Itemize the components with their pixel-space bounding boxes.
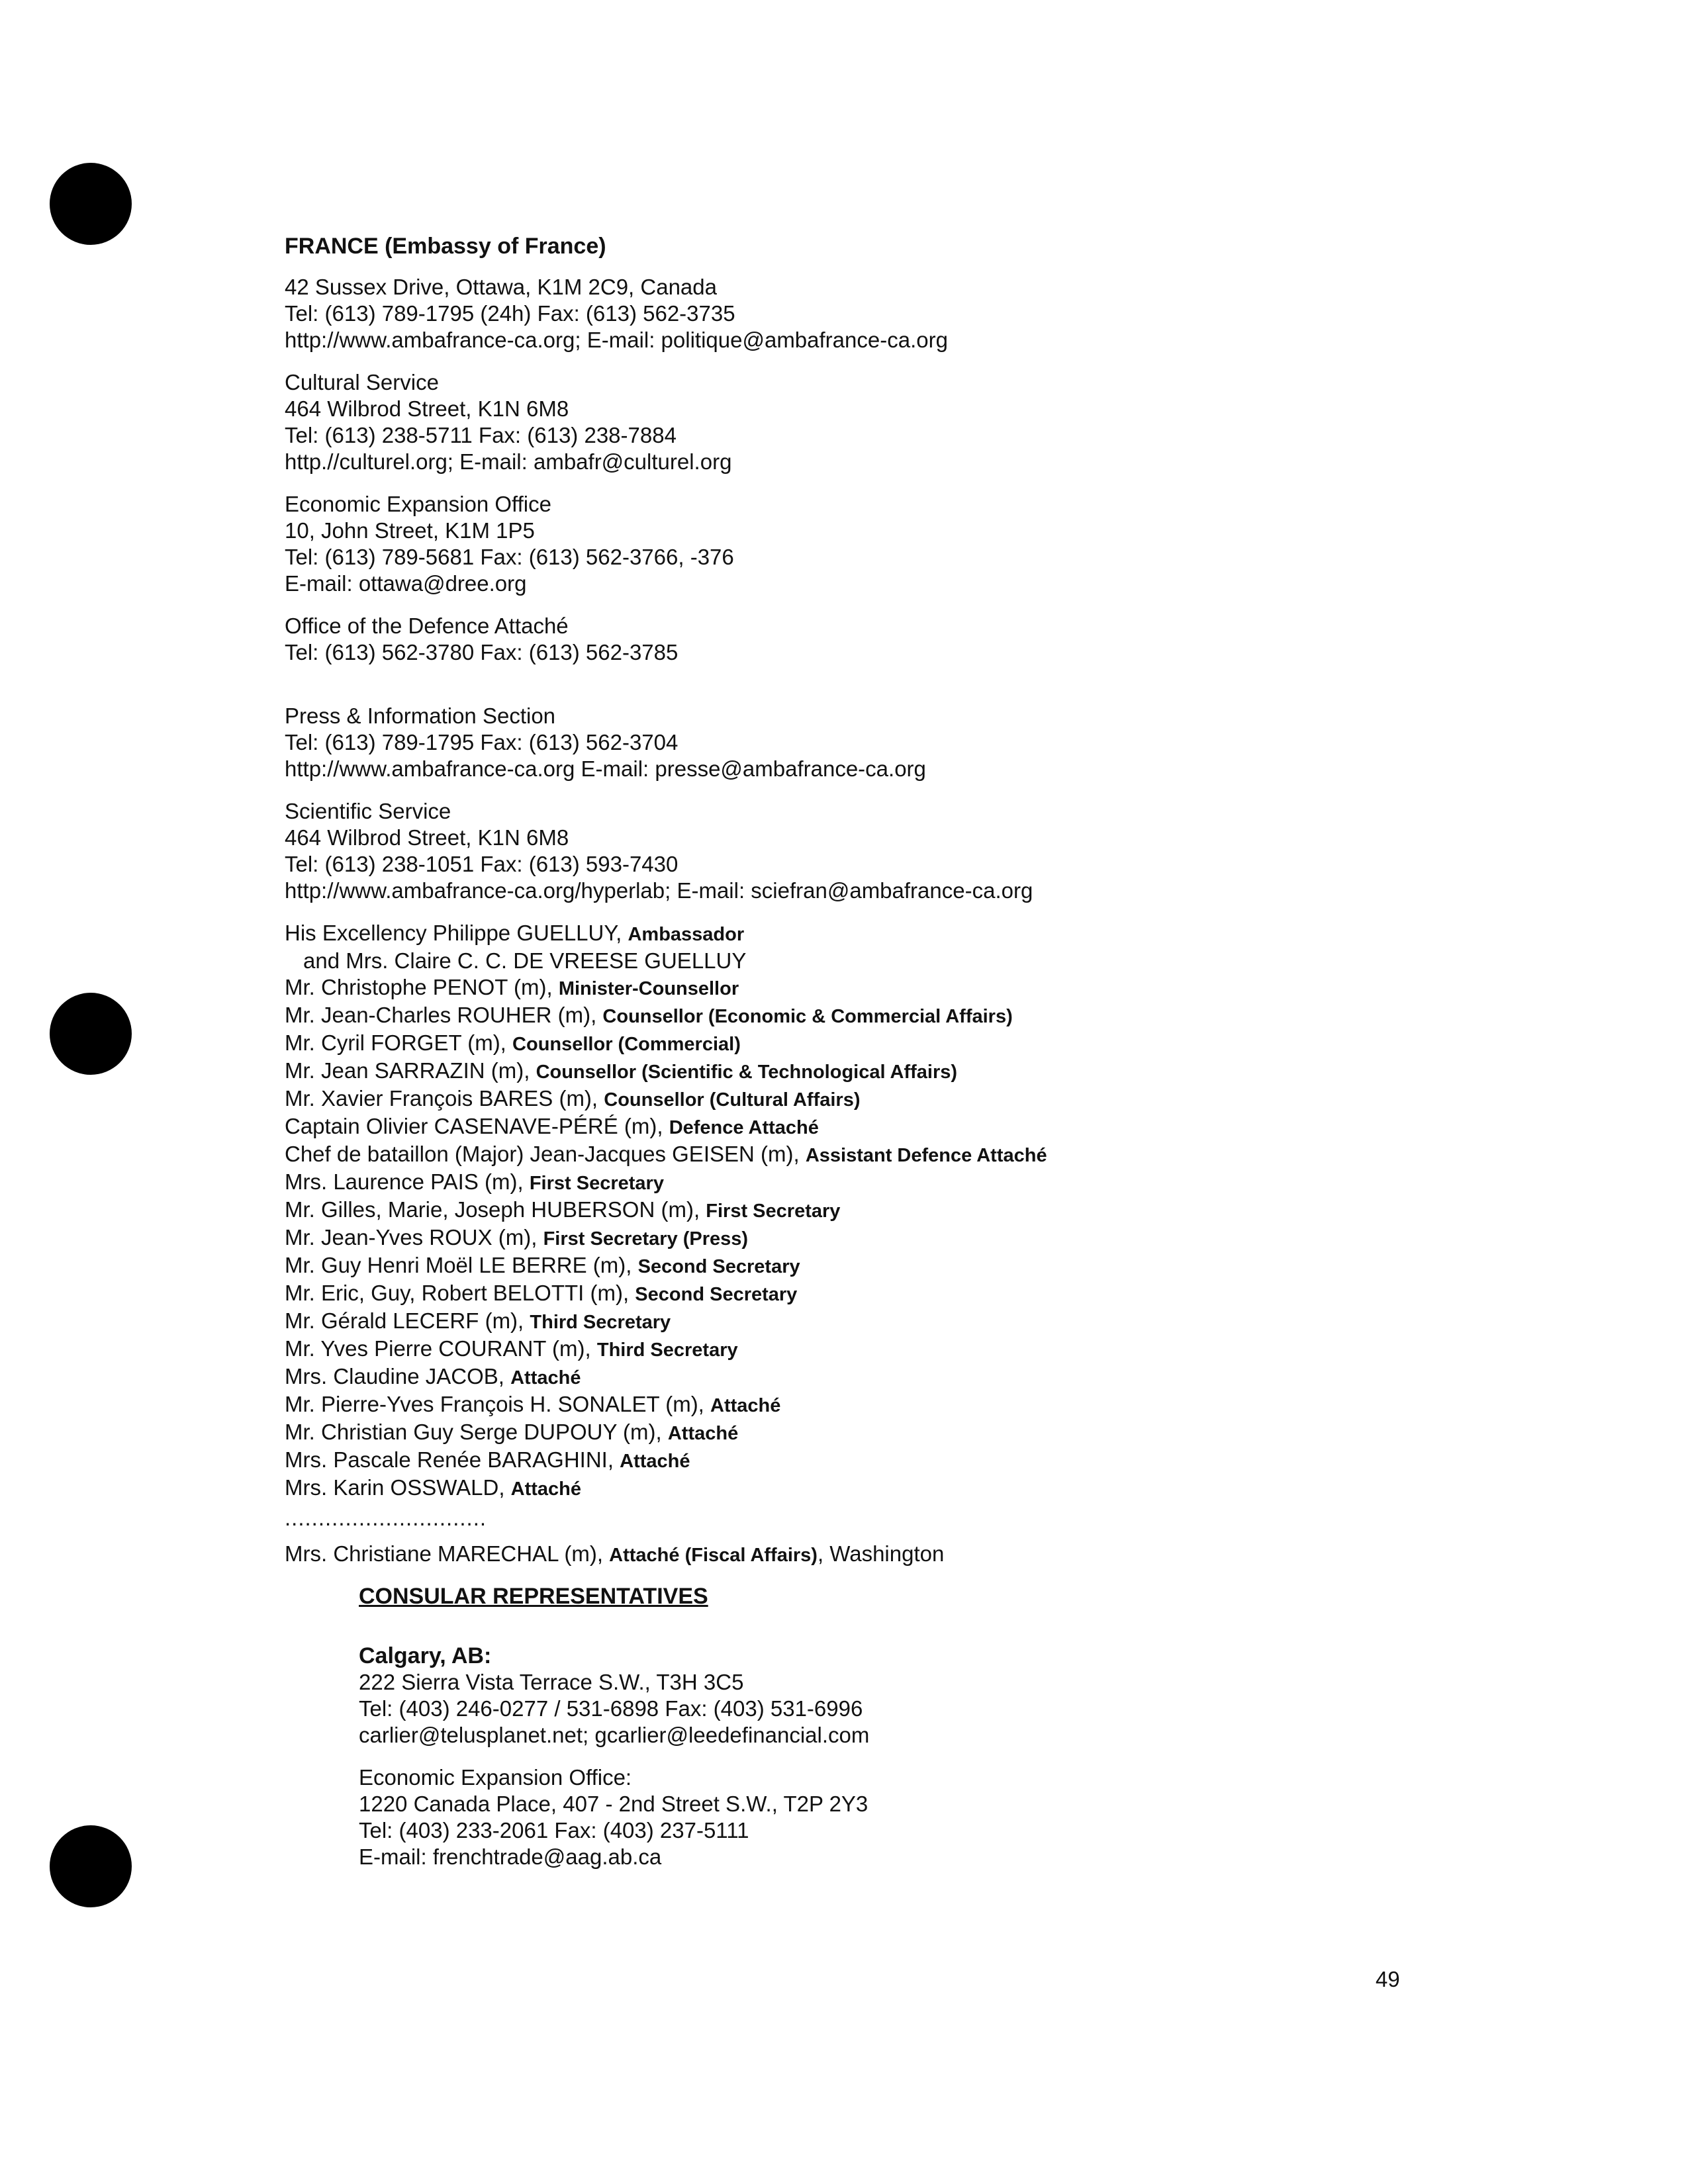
city-heading: Calgary, AB: [359, 1643, 492, 1668]
staff-entry [285, 1141, 1575, 1169]
staff-role: First Secretary (Press) [543, 1228, 749, 1250]
staff-role: Defence Attaché [669, 1117, 819, 1138]
staff-role: Third Secretary [530, 1312, 671, 1333]
binder-hole-top [50, 163, 132, 245]
binder-hole-middle [50, 993, 132, 1075]
section-title: Economic Expansion Office: [359, 1765, 632, 1790]
staff-entry [285, 1280, 1575, 1308]
staff-role: Minister-Counsellor [558, 978, 739, 999]
phone-line: Tel: (613) 789-1795 (24h) Fax: (613) 562-3735 [285, 301, 735, 326]
page-number: 49 [1376, 1967, 1400, 1991]
section-title: Cultural Service [285, 370, 439, 394]
staff-name: Mr. Pierre-Yves François H. SONALET (m), [285, 1392, 711, 1416]
staff-name: Mr. Jean-Charles ROUHER (m), [285, 1003, 603, 1027]
staff-role: Counsellor (Cultural Affairs) [604, 1089, 861, 1111]
staff-name: Mrs. Karin OSSWALD, [285, 1475, 511, 1500]
staff-name: Mr. Xavier François BARES (m), [285, 1086, 604, 1111]
staff-name: and Mrs. Claire C. C. DE VREESE GUELLUY [303, 948, 747, 973]
embassy-address-block [285, 274, 1575, 353]
email-line: E-mail: frenchtrade@aag.ab.ca [359, 1844, 662, 1869]
staff-role: Ambassador [628, 924, 745, 945]
staff-name: Mr. Jean-Yves ROUX (m), [285, 1225, 543, 1250]
staff-role: Attaché [710, 1395, 781, 1416]
section-title: Press & Information Section [285, 704, 556, 728]
staff-entry [285, 1475, 1575, 1502]
email-line: carlier@telusplanet.net; gcarlier@leedefinancial.com [359, 1723, 870, 1747]
staff-role: Attaché [667, 1423, 739, 1444]
web-email-line: http://www.ambafrance-ca.org; E-mail: politique@ambafrance-ca.org [285, 328, 948, 352]
staff-role: Attaché (Fiscal Affairs) [609, 1545, 818, 1566]
staff-name: His Excellency Philippe GUELLUY, [285, 921, 628, 945]
staff-role: Third Secretary [596, 1340, 738, 1361]
staff-role: First Secretary [706, 1201, 841, 1222]
press-section-block [285, 703, 1575, 782]
staff-name: Mr. Cyril FORGET (m), [285, 1030, 513, 1055]
staff-entry [285, 1002, 1575, 1030]
section-title: Scientific Service [285, 799, 451, 823]
phone-line: Tel: (613) 238-1051 Fax: (613) 593-7430 [285, 852, 679, 876]
phone-line: Tel: (613) 789-1795 Fax: (613) 562-3704 [285, 730, 679, 754]
web-email-line: http://www.ambafrance-ca.org E-mail: presse@ambafrance-ca.org [285, 756, 926, 781]
staff-entry [285, 1030, 1575, 1058]
phone-line: Tel: (403) 246-0277 / 531-6898 Fax: (403) 531-6996 [359, 1696, 863, 1721]
defence-office-block [285, 613, 1575, 666]
phone-line: Tel: (613) 562-3780 Fax: (613) 562-3785 [285, 640, 679, 664]
consular-heading: CONSULAR REPRESENTATIVES [359, 1584, 708, 1609]
staff-name: Mr. Jean SARRAZIN (m), [285, 1058, 536, 1083]
web-email-line: http.//culturel.org; E-mail: ambafr@culturel.org [285, 449, 732, 474]
address-line: 1220 Canada Place, 407 - 2nd Street S.W., T2P 2Y3 [359, 1792, 868, 1816]
cultural-service-block [285, 369, 1575, 475]
embassy-heading: FRANCE (Embassy of France) [285, 234, 606, 259]
staff-entry [285, 1169, 1575, 1197]
staff-role: First Secretary [529, 1173, 664, 1194]
staff-name: Mr. Christophe PENOT (m), [285, 975, 559, 999]
staff-name: Mr. Gilles, Marie, Joseph HUBERSON (m), [285, 1197, 706, 1222]
staff-entry [285, 1113, 1575, 1141]
address-line: 10, John Street, K1M 1P5 [285, 518, 535, 543]
staff-entry [285, 1197, 1575, 1224]
staff-entry [285, 1224, 1575, 1252]
staff-location: , Washington [817, 1541, 945, 1566]
phone-line: Tel: (613) 789-5681 Fax: (613) 562-3766, -376 [285, 545, 734, 569]
staff-entry [285, 1252, 1575, 1280]
section-title: Office of the Defence Attaché [285, 614, 569, 638]
staff-role: Attaché [620, 1451, 690, 1472]
staff-name: Captain Olivier CASENAVE-PÉRÉ (m), [285, 1114, 669, 1138]
staff-role: Second Secretary [635, 1284, 798, 1305]
web-email-line: http://www.ambafrance-ca.org/hyperlab; E-mail: sciefran@ambafrance-ca.org [285, 878, 1033, 903]
staff-name: Mrs. Pascale Renée BARAGHINI, [285, 1447, 620, 1472]
staff-name: Mr. Guy Henri Moël LE BERRE (m), [285, 1253, 638, 1277]
staff-name: Mrs. Laurence PAIS (m), [285, 1169, 530, 1194]
consular-section [359, 1583, 1575, 1870]
staff-entry [285, 1058, 1575, 1085]
staff-name: Mr. Gérald LECERF (m), [285, 1308, 530, 1333]
address-line: 222 Sierra Vista Terrace S.W., T3H 3C5 [359, 1670, 744, 1694]
staff-entry [285, 1419, 1575, 1447]
staff-name: Mr. Yves Pierre COURANT (m), [285, 1336, 597, 1361]
staff-name: Mrs. Claudine JACOB, [285, 1364, 511, 1388]
dotted-separator: .............................. [285, 1506, 487, 1530]
address-line: 464 Wilbrod Street, K1N 6M8 [285, 396, 569, 421]
staff-role: Counsellor (Scientific & Technological Affairs) [536, 1062, 958, 1083]
staff-entry [285, 1308, 1575, 1336]
email-line: E-mail: ottawa@dree.org [285, 571, 527, 596]
staff-entry [285, 974, 1575, 1002]
staff-role: Assistant Defence Attaché [805, 1145, 1047, 1166]
staff-name: Mr. Eric, Guy, Robert BELOTTI (m), [285, 1281, 635, 1305]
staff-entry [285, 1447, 1575, 1475]
calgary-economic-office-block [359, 1764, 1575, 1870]
binder-hole-bottom [50, 1825, 132, 1907]
staff-name: Mr. Christian Guy Serge DUPOUY (m), [285, 1420, 668, 1444]
phone-line: Tel: (613) 238-5711 Fax: (613) 238-7884 [285, 423, 677, 447]
address-line: 464 Wilbrod Street, K1N 6M8 [285, 825, 569, 850]
staff-role: Counsellor (Economic & Commercial Affairs) [602, 1006, 1013, 1027]
scientific-service-block [285, 798, 1575, 904]
calgary-block [359, 1643, 1575, 1749]
staff-name: Chef de bataillon (Major) Jean-Jacques GEISEN (m), [285, 1142, 806, 1166]
staff-role: Attaché [510, 1367, 581, 1388]
staff-role: Attaché [510, 1479, 582, 1500]
economic-office-block [285, 491, 1575, 597]
staff-role: Second Secretary [637, 1256, 800, 1277]
phone-line: Tel: (403) 233-2061 Fax: (403) 237-5111 [359, 1818, 749, 1843]
staff-entry [285, 1363, 1575, 1391]
washington-staff-entry [285, 1541, 1575, 1569]
address-line: 42 Sussex Drive, Ottawa, K1M 2C9, Canada [285, 275, 717, 299]
staff-entry [285, 1085, 1575, 1113]
staff-name: Mrs. Christiane MARECHAL (m), [285, 1541, 610, 1566]
section-title: Economic Expansion Office [285, 492, 551, 516]
document-body [285, 233, 1575, 1886]
staff-entry [285, 1336, 1575, 1363]
staff-entry [285, 948, 1575, 974]
staff-list [285, 920, 1575, 1502]
staff-role: Counsellor (Commercial) [512, 1034, 741, 1055]
staff-entry [285, 920, 1575, 948]
staff-entry [285, 1391, 1575, 1419]
